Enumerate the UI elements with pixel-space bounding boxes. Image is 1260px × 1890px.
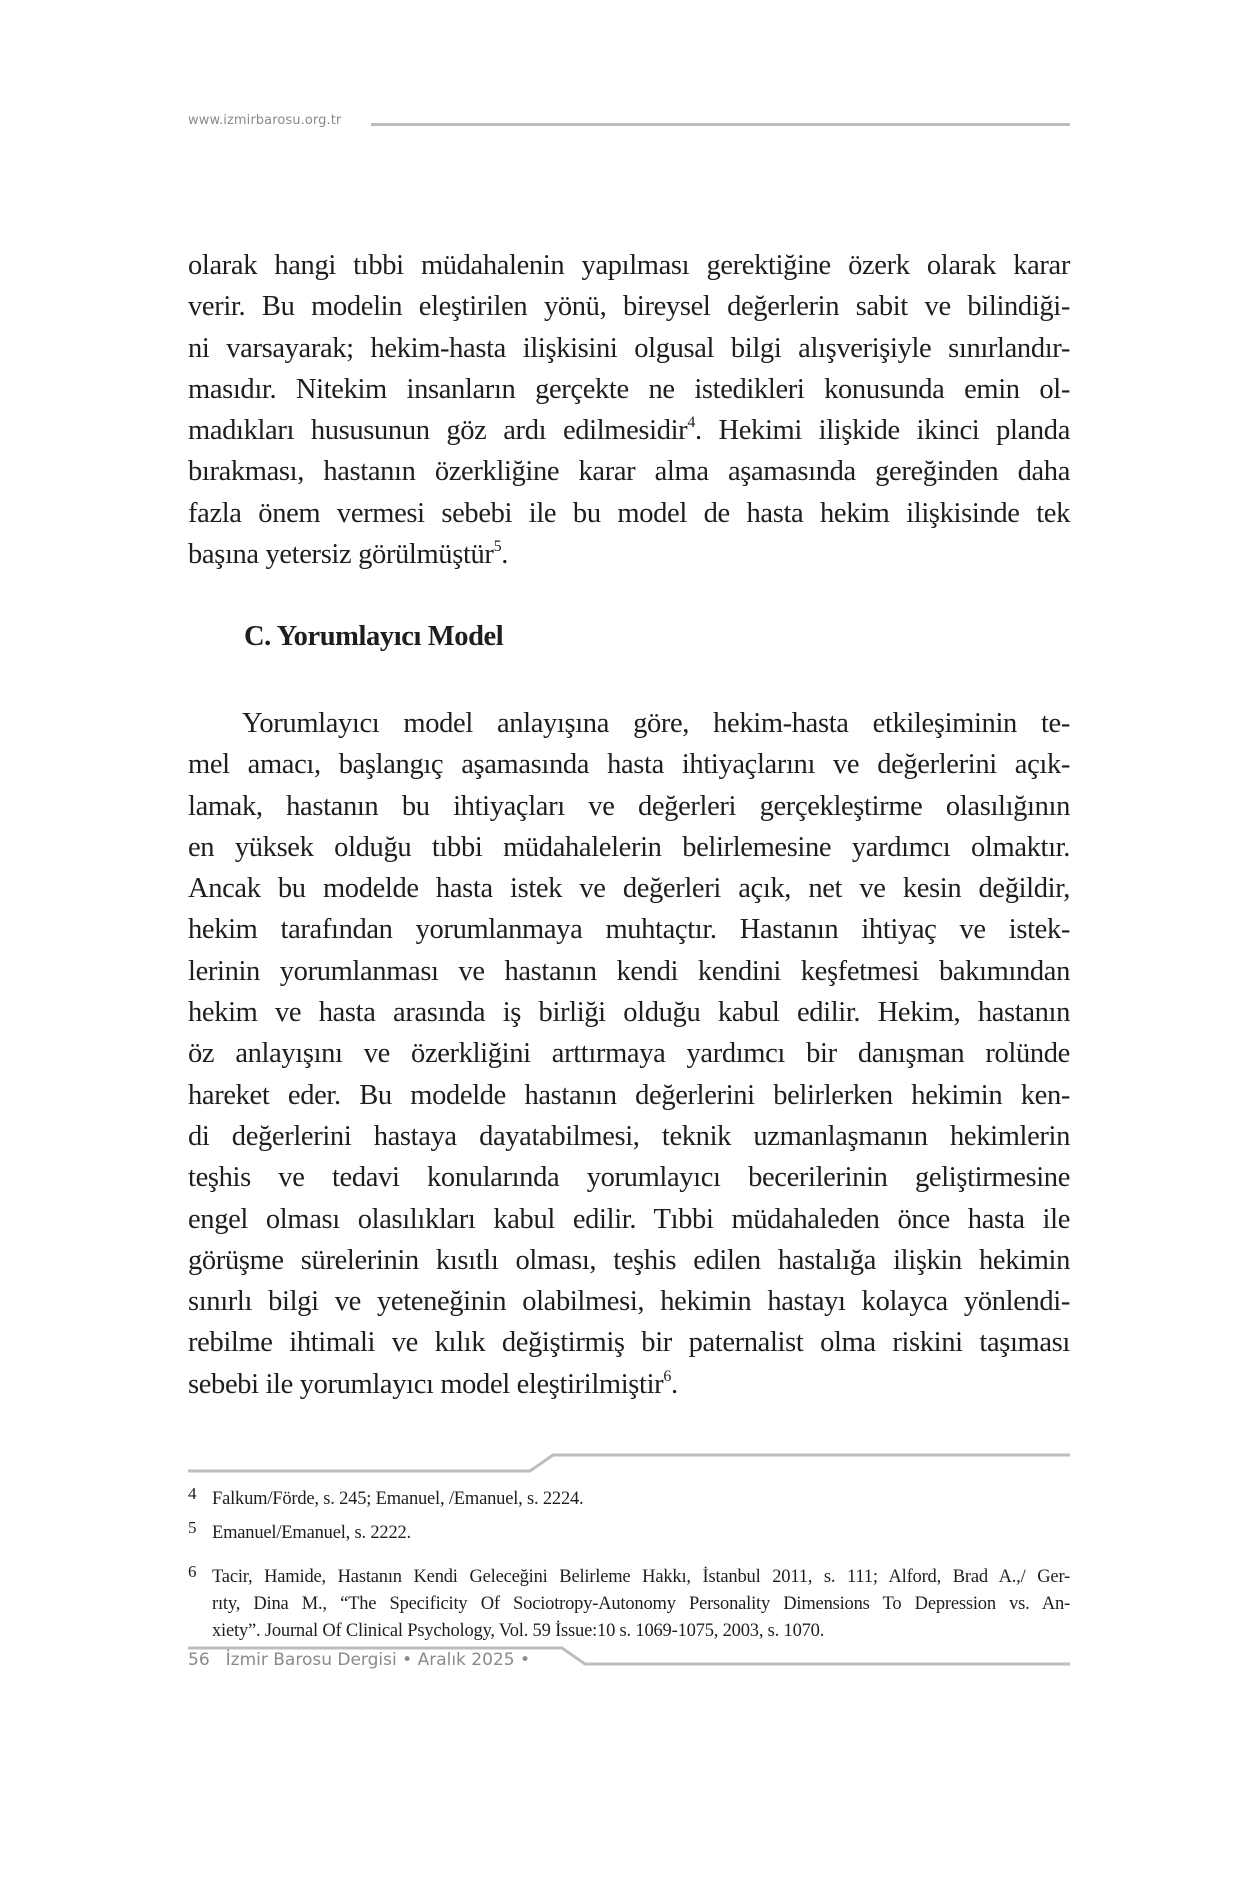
- section-heading: C. Yorumlayıcı Model: [244, 621, 504, 652]
- text-line: teşhis ve tedavi konularında yorumlayıcı becerilerinin geliştirmesine: [188, 1162, 1070, 1194]
- text-line: lerinin yorumlanması ve hastanın kendi kendini keşfetmesi bakımından: [188, 955, 1070, 987]
- text-segment: sebebi ile yorumlayıcı model eleştirilmiştir: [188, 1368, 664, 1400]
- text-segment: .: [670, 1368, 678, 1400]
- footnote-ref-6[interactable]: 6: [663, 1367, 671, 1385]
- text-line: verir. Bu modelin eleştirilen yönü, bireysel değerlerin sabit ve bilindiği-: [188, 291, 1070, 323]
- text-segment: .: [501, 539, 508, 571]
- footnote-ref-5[interactable]: 5: [493, 538, 502, 556]
- footnote-line: Tacir, Hamide, Hastanın Kendi Geleceğini Belirleme Hakkı, İstanbul 2011, s. 111; Alford, Brad A.,/ Ger-: [212, 1567, 1070, 1587]
- footnote-number: 4: [188, 1484, 197, 1503]
- footnote-line: rıty, Dina M., “The Specificity Of Sociotropy-Autonomy Personality Dimensions To Depression vs. An-: [212, 1594, 1070, 1614]
- text-line: engel olması olasılıkları kabul edilir. Tıbbi müdahaleden önce hasta ile: [188, 1203, 1070, 1235]
- text-line: hekim ve hasta arasında iş birliği olduğu kabul edilir. Hekim, hastanın: [188, 997, 1070, 1029]
- text-line: [188, 410, 1070, 451]
- journal-name: İzmir Barosu Dergisi: [225, 1650, 397, 1670]
- header-rule: [371, 123, 1070, 126]
- text-line: lamak, hastanın bu ihtiyaçları ve değerleri gerçekleştirme olasılığının: [188, 790, 1070, 822]
- footnote-6: [188, 1564, 1070, 1645]
- footnote-text: [188, 1486, 1070, 1513]
- text-line: hekim tarafından yorumlanmaya muhtaçtır. Hastanın ihtiyaç ve istek-: [188, 914, 1070, 946]
- footnote-number: 6: [188, 1562, 197, 1581]
- text-line: [188, 534, 1070, 575]
- text-line: masıdır. Nitekim insanların gerçekte ne istedikleri konusunda emin ol-: [188, 373, 1070, 405]
- separator-dot: •: [519, 1650, 531, 1670]
- separator-dot: •: [402, 1650, 413, 1670]
- text-line: görüşme sürelerinin kısıtlı olması, teşhis edilen hastalığa ilişkin hekimin: [188, 1244, 1070, 1276]
- text-line: Yorumlayıcı model anlayışına göre, hekim-hasta etkileşiminin te-: [242, 708, 1070, 739]
- text-line: öz anlayışını ve özerkliğini arttırmaya yardımcı bir danışman rolünde: [188, 1038, 1070, 1070]
- text-segment: . Hekimi ilişkide ikinci planda: [694, 415, 1070, 447]
- text-line: ni varsayarak; hekim-hasta ilişkisini olgusal bilgi alışverişiyle sınırlandır-: [188, 332, 1070, 364]
- text-line: Ancak bu modelde hasta istek ve değerleri açık, net ve kesin değildir,: [188, 873, 1070, 905]
- footnote-ref-4[interactable]: 4: [687, 414, 695, 432]
- footnote-text: [188, 1564, 1070, 1645]
- text-segment: madıkları hususunun göz ardı edilmesidir: [188, 415, 688, 447]
- paragraph-1: [188, 245, 1070, 575]
- footnote-line: Emanuel/Emanuel, s. 2222.: [212, 1523, 411, 1543]
- text-line: fazla önem vermesi sebebi ile bu model de hasta hekim ilişkisinde tek: [188, 497, 1070, 529]
- text-line: sınırlı bilgi ve yeteneğinin olabilmesi, hekimin hastayı kolayca yönlendi-: [188, 1286, 1070, 1318]
- footnote-number: 5: [188, 1518, 197, 1537]
- text-line: bırakması, hastanın özerkliğine karar alma aşamasında gereğinden daha: [188, 456, 1070, 488]
- paragraph-2: [188, 703, 1070, 1405]
- footnote-line: xiety”. Journal Of Clinical Psychology, Vol. 59 İssue:10 s. 1069-1075, 2003, s. 1070.: [212, 1621, 825, 1641]
- page-footer: [188, 1649, 530, 1671]
- text-segment: başına yetersiz görülmüştür: [188, 539, 494, 571]
- header-url[interactable]: www.izmirbarosu.org.tr: [188, 113, 342, 128]
- text-line: olarak hangi tıbbi müdahalenin yapılması gerektiğine özerk olarak karar: [188, 250, 1070, 281]
- footnote-line: Falkum/Förde, s. 245; Emanuel, /Emanuel, s. 2224.: [212, 1489, 584, 1509]
- footnote-5: [188, 1520, 1070, 1547]
- footnote-divider: [188, 1455, 1070, 1471]
- text-line: mel amacı, başlangıç aşamasında hasta ihtiyaçlarını ve değerlerini açık-: [188, 749, 1070, 781]
- text-line: rebilme ihtimali ve kılık değiştirmiş bir paternalist olma riskini taşıması: [188, 1327, 1070, 1359]
- footnote-text: [188, 1520, 1070, 1547]
- issue-date: Aralık 2025: [417, 1650, 515, 1670]
- text-line: en yüksek olduğu tıbbi müdahalelerin belirlemesine yardımcı olmaktır.: [188, 831, 1070, 863]
- text-line: [188, 1364, 1070, 1405]
- text-line: di değerlerini hastaya dayatabilmesi, teknik uzmanlaşmanın hekimlerin: [188, 1120, 1070, 1152]
- footnote-4: [188, 1486, 1070, 1513]
- page-number: 56: [188, 1650, 210, 1670]
- text-line: hareket eder. Bu modelde hastanın değerlerini belirlerken hekimin ken-: [188, 1079, 1070, 1111]
